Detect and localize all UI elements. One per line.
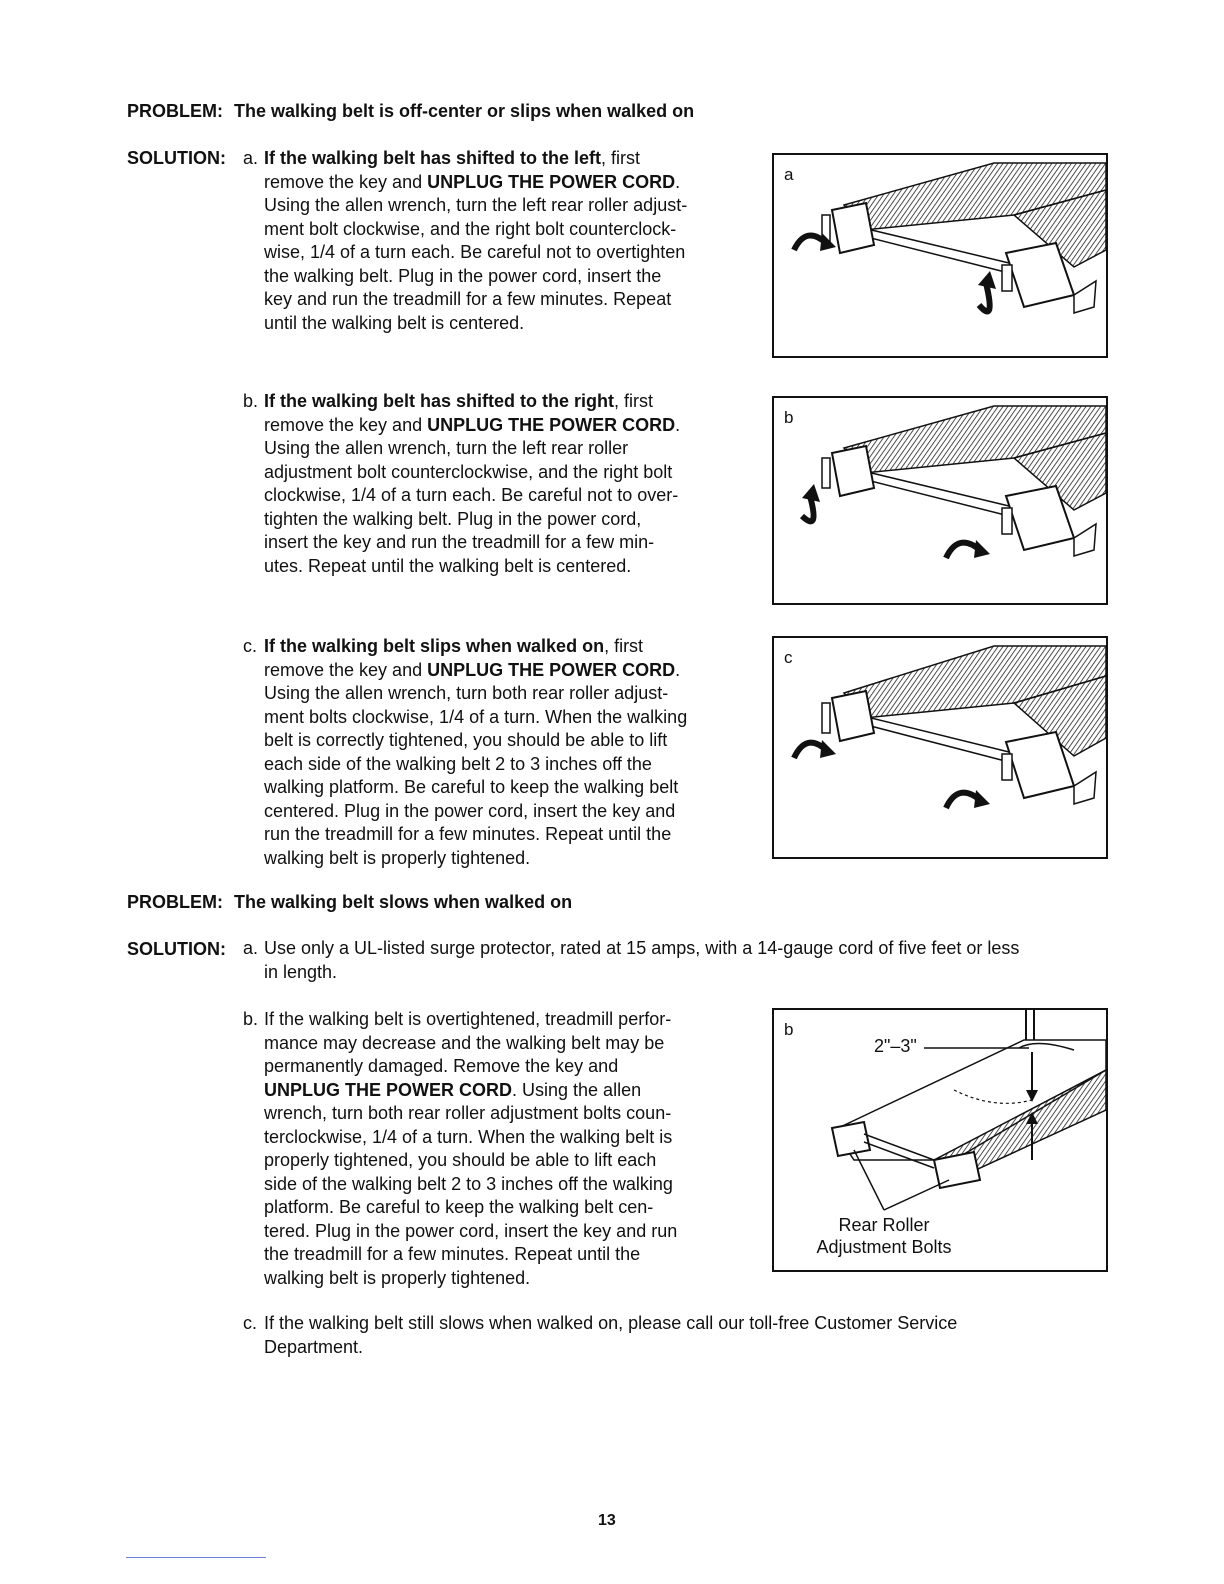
solution-2-step-b: If the walking belt is overtightened, treadmill perfor- mance may decrease and the walking belt may be permanently damaged. Remove the key and UNPLUG THE POWER CORD. Using the allen wrench, turn both rear roller adjustment bolts coun- terclockwise, 1/4 of a turn. When the walking belt is properly tightened, you should be able to lift each side of the walking belt 2 to 3 inches off the walking platform. Be careful to keep the walking belt cen- tered. Plug in the power cord, insert the key and run the treadmill for a few minutes. Repeat until the walking belt is properly tightened. [264, 1009, 678, 1288]
treadmill-rear-roller-illustration [774, 155, 1106, 356]
footer-rule [126, 1557, 266, 1558]
solution-1-step-c-marker: c. [243, 636, 258, 656]
step-lead: If the walking belt has shifted to the right [264, 391, 615, 411]
figure-letter: a [784, 165, 794, 184]
solution-1-step-b: If the walking belt has shifted to the right, first remove the key and UNPLUG THE POWER CORD. Using the allen wrench, turn the left rear roller adjustment bolt counterclockwise, and the right bolt clockwise, 1/4 of a turn each. Be careful not to over- tighten the walking belt. Plug in the power cord, insert the key and run the treadmill for a few min- utes. Repeat until the walking belt is centered. [264, 391, 681, 576]
solution-2-step-a: Use only a UL-listed surge protector, rated at 15 amps, with a 14-gauge cord of five feet or less in length. [264, 938, 1020, 982]
solution-1-step-a-marker: a. [243, 148, 259, 168]
solution-label: SOLUTION: [127, 939, 226, 959]
treadmill-rear-roller-illustration [774, 638, 1106, 857]
solution-2-step-b-marker: b. [243, 1009, 259, 1029]
solution-2-step-c-marker: c. [243, 1313, 258, 1333]
figure-letter: b [784, 1020, 794, 1039]
figure-b-belt-right [772, 396, 1108, 605]
solution-1-step-c: If the walking belt slips when walked on, first remove the key and UNPLUG THE POWER CORD. Using the allen wrench, turn both rear roller adjust- ment bolts clockwise, 1/4 of a turn. When the walking belt is correctly tightened, you should be able to lift each side of the walking belt 2 to 3 inches off the walking platform. Be careful to keep the walking belt centered. Plug in the power cord, insert the key and run the treadmill for a few minutes. Repeat until the walking belt is properly tightened. [264, 636, 688, 868]
unplug-warning: UNPLUG THE POWER CORD [427, 171, 676, 192]
figure-c-belt-slips [772, 636, 1108, 859]
step-lead: If the walking belt has shifted to the left [264, 148, 602, 168]
solution-2-step-a-marker: a. [243, 938, 259, 958]
step-lead: If the walking belt slips when walked on [264, 636, 605, 656]
figure-letter: c [784, 648, 793, 667]
unplug-warning: UNPLUG THE POWER CORD [427, 414, 676, 435]
figure-a-belt-left [772, 153, 1108, 358]
problem-title: The walking belt is off-center or slips when walked on [234, 101, 695, 121]
problem-2 [127, 892, 572, 913]
treadmill-rear-roller-illustration [774, 398, 1106, 603]
figure-belt-tension [772, 1008, 1108, 1272]
measurement-label: 2"–3" [874, 1036, 917, 1056]
solution-2-step-c: If the walking belt still slows when walked on, please call our toll-free Customer Service Department. [264, 1313, 958, 1357]
unplug-warning: UNPLUG THE POWER CORD [264, 1079, 513, 1100]
figure-letter: b [784, 408, 794, 427]
unplug-warning: UNPLUG THE POWER CORD [427, 659, 676, 680]
problem-title: The walking belt slows when walked on [234, 892, 573, 912]
rear-roller-callout: Rear Roller Adjustment Bolts [816, 1215, 952, 1257]
solution-1-step-b-marker: b. [243, 391, 259, 411]
problem-label: PROBLEM: [127, 892, 223, 912]
solution-label: SOLUTION: [127, 148, 226, 168]
page-number: 13 [598, 1512, 616, 1529]
problem-1 [127, 101, 694, 122]
solution-1-step-a: If the walking belt has shifted to the left, first remove the key and UNPLUG THE POWER CORD. Using the allen wrench, turn the left rear roller adjust- ment bolt clockwise, and the right bolt counterclock- wise, 1/4 of a turn each. Be careful not to overtighten the walking belt. Plug in the power cord, insert the key and run the treadmill for a few minutes. Repeat until the walking belt is centered. [264, 148, 688, 333]
problem-label: PROBLEM: [127, 101, 223, 121]
